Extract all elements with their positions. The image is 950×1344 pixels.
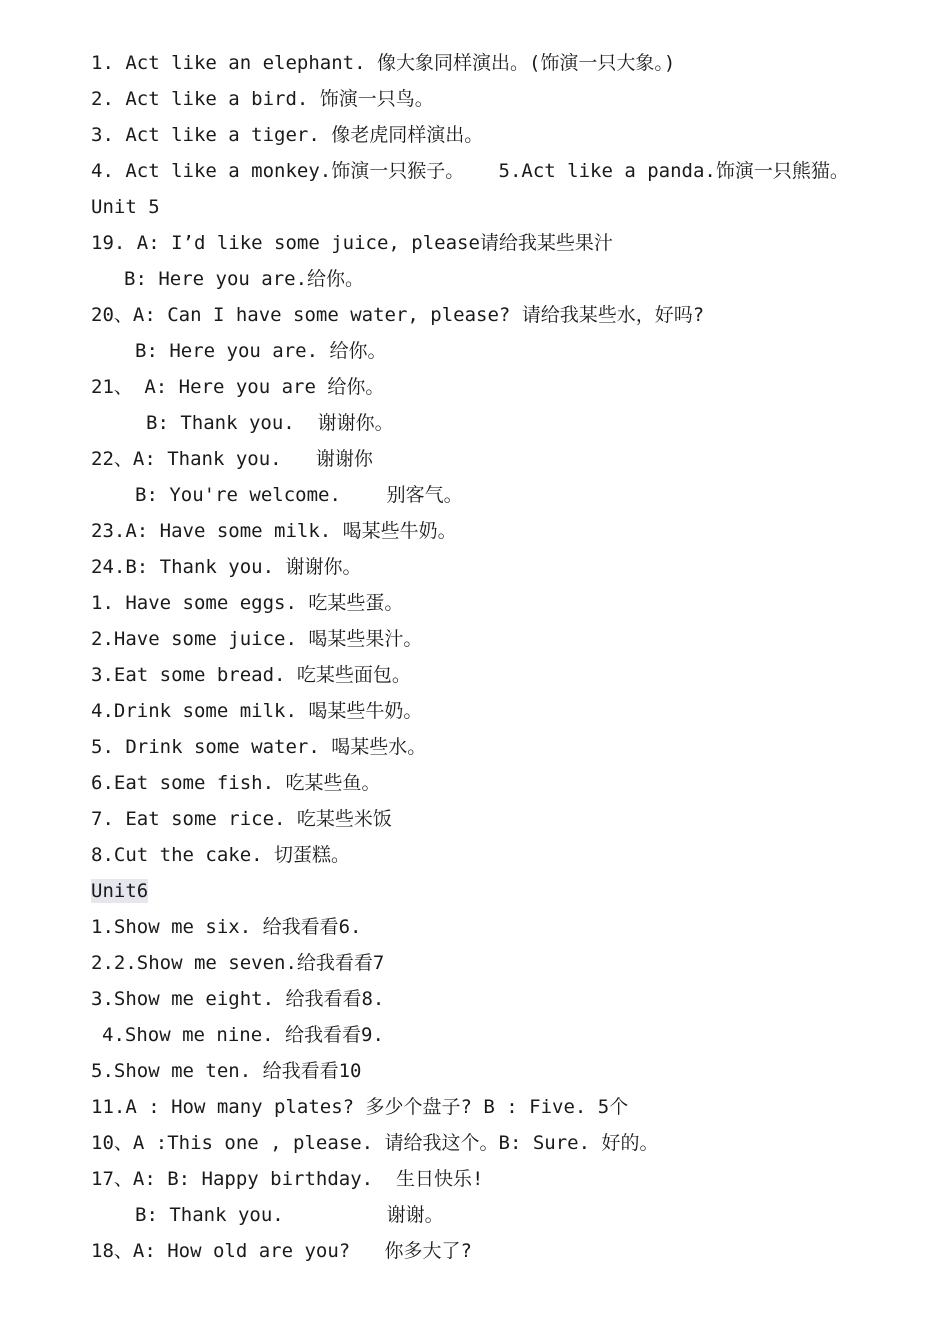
text-line: 10、A :This one , please. 请给我这个。B: Sure. 好的。 [91, 1132, 659, 1154]
text-line: 5.Show me ten. 给我看看10 [91, 1060, 362, 1082]
text-line: B: Thank you. 谢谢你。 [146, 412, 394, 434]
text-line: 3. Act like a tiger. 像老虎同样演出。 [91, 124, 484, 146]
text-line: 3.Eat some bread. 吃某些面包。 [91, 664, 411, 686]
text-line: 20、A: Can I have some water, please? 请给我某些水，好吗? [91, 304, 705, 326]
text-line: 7. Eat some rice. 吃某些米饭 [91, 808, 392, 830]
text-line: 8.Cut the cake. 切蛋糕。 [91, 844, 351, 866]
text-line: 17、A: B: Happy birthday. 生日快乐! [91, 1168, 484, 1190]
text-line: 6.Eat some fish. 吃某些鱼。 [91, 772, 381, 794]
text-line: B: Here you are.给你。 [124, 268, 365, 290]
section-heading-unit-5: Unit 5 [91, 196, 160, 218]
text-line: B: Thank you. 谢谢。 [135, 1204, 444, 1226]
text-line: 11.A : How many plates? 多少个盘子? B : Five. 5个 [91, 1096, 629, 1118]
text-line: 1. Act like an elephant. 像大象同样演出。(饰演一只大象。) [91, 52, 676, 74]
text-line: 3.Show me eight. 给我看看8. [91, 988, 385, 1010]
text-line: B: Here you are. 给你。 [135, 340, 387, 362]
text-line: 2.Have some juice. 喝某些果汁。 [91, 628, 423, 650]
text-line: 2. Act like a bird. 饰演一只鸟。 [91, 88, 434, 110]
text-line: 4. Act like a monkey.饰演一只猴子。 5.Act like a panda.饰演一只熊猫。 [91, 160, 849, 182]
text-line: 23.A: Have some milk. 喝某些牛奶。 [91, 520, 457, 542]
text-line: 2.2.Show me seven.给我看看7 [91, 952, 385, 974]
text-line: 1. Have some eggs. 吃某些蛋。 [91, 592, 404, 614]
text-line: 24.B: Thank you. 谢谢你。 [91, 556, 362, 578]
section-heading-unit-6: Unit6 [91, 880, 149, 902]
text-line: B: You're welcome. 别客气。 [135, 484, 463, 506]
text-line: 22、A: Thank you. 谢谢你 [91, 448, 373, 470]
text-line: 21、 A: Here you are 给你。 [91, 376, 385, 398]
text-line: 5. Drink some water. 喝某些水。 [91, 736, 427, 758]
text-line: 19. A: I’d like some juice, please请给我某些果汁 [91, 232, 613, 254]
text-line: 1.Show me six. 给我看看6. [91, 916, 362, 938]
text-line: 4.Show me nine. 给我看看9. [102, 1024, 384, 1046]
text-line: 4.Drink some milk. 喝某些牛奶。 [91, 700, 423, 722]
text-line: 18、A: How old are you? 你多大了? [91, 1240, 472, 1262]
